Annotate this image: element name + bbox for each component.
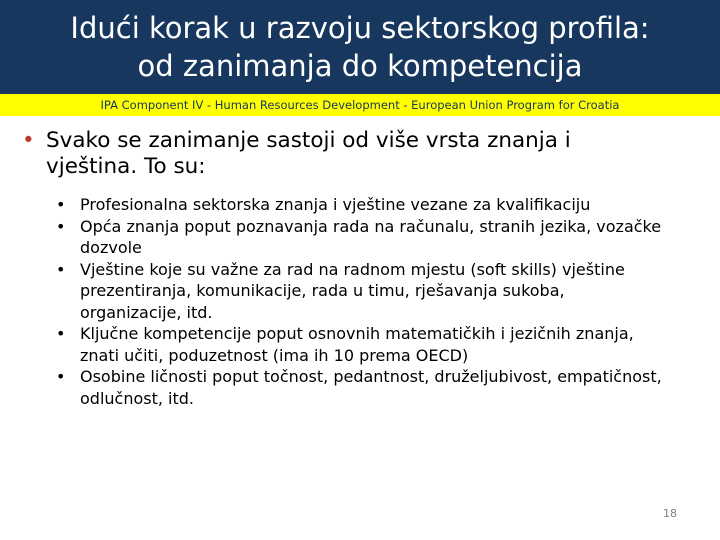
bullet-marker: •: [56, 367, 66, 386]
main-bullet-text: Svako se zanimanje sastoji od više vrsta znanja i vještina. To su:: [46, 128, 571, 179]
list-item-text: Opća znanja poput poznavanja rada na računalu, stranih jezika, vozačke dozvole: [80, 216, 662, 257]
page-number: 18: [663, 507, 677, 520]
bullet-marker: •: [56, 195, 66, 214]
slide-title: [0, 0, 720, 94]
bullet-marker: •: [56, 259, 66, 279]
slide-content: [0, 128, 720, 409]
list-item: [56, 366, 670, 409]
title-line-1: Idući korak u razvoju sektorskog profila:: [70, 11, 650, 45]
list-item: [56, 323, 670, 366]
bullet-marker: •: [56, 216, 66, 236]
list-item: [56, 194, 670, 216]
bullet-marker: •: [56, 324, 66, 343]
list-item: [56, 216, 670, 259]
list-item-text: Osobine ličnosti poput točnost, pedantnost, druželjubivost, empatičnost, odlučnost, itd.: [80, 367, 662, 408]
title-line-2: od zanimanja do kompetencija: [137, 49, 583, 83]
list-item-text: Vještine koje su važne za rad na radnom mjestu (soft skills) vještine prezentiranja, komunikacije, rada u timu, rješavanja sukoba, organizacije, itd.: [80, 259, 625, 322]
main-bullet: [22, 128, 666, 180]
sub-bullet-list: [0, 194, 720, 409]
bullet-marker: •: [22, 128, 35, 153]
list-item-text: Profesionalna sektorska znanja i vještine vezane za kvalifikaciju: [80, 195, 591, 214]
program-banner: IPA Component IV - Human Resources Development - European Union Program for Croatia: [0, 94, 720, 116]
list-item: [56, 259, 670, 324]
list-item-text: Ključne kompetencije poput osnovnih matematičkih i jezičnih znanja, znati učiti, poduzetnost (ima ih 10 prema OECD): [80, 324, 634, 365]
